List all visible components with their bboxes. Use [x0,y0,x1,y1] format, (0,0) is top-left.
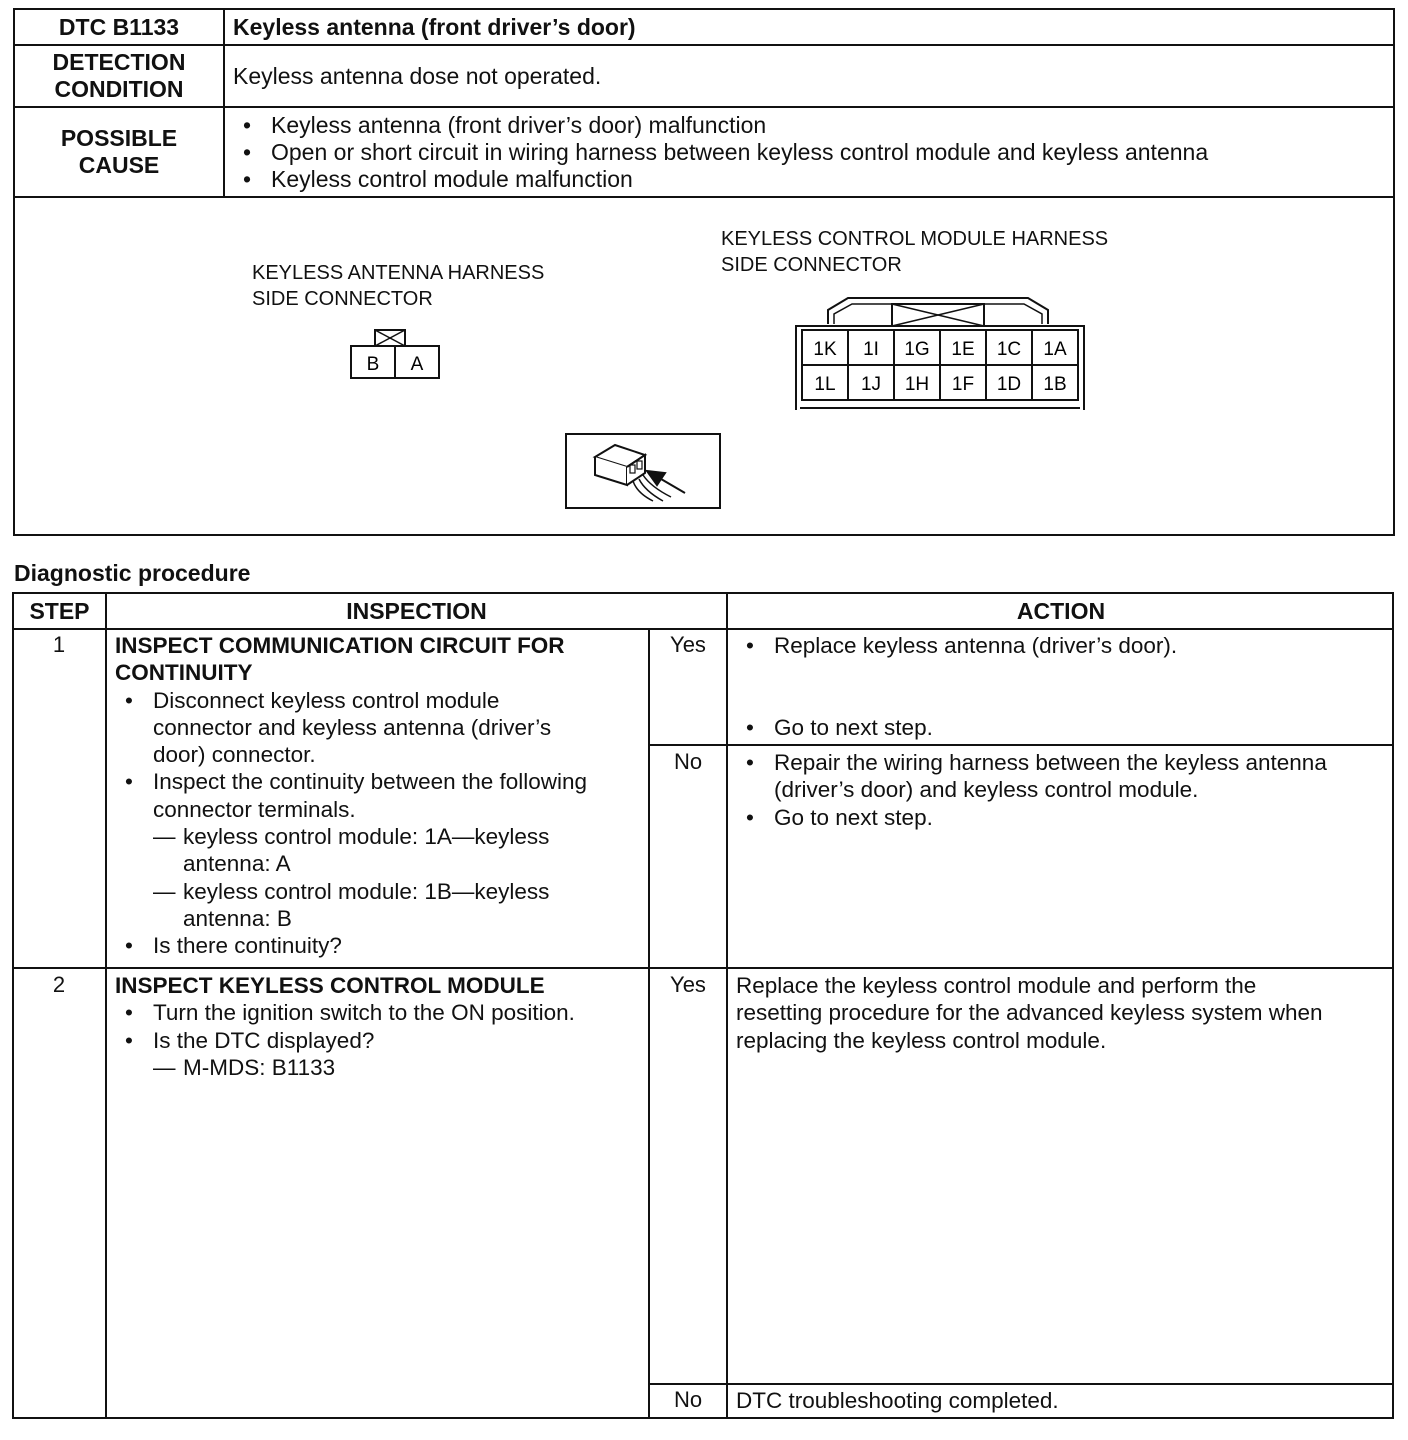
step1-b1-line3: door) connector. [153,742,316,768]
step1-b1-line1: Disconnect keyless control module [153,687,500,713]
yesno-divider [648,629,650,1417]
step-divider [105,594,107,1417]
step1-yes-list-2 [736,714,1386,741]
module-pin-label: 1J [860,374,882,395]
step1-yes-no-divider [648,744,1392,746]
module-pin-label: 1F [951,374,975,395]
module-connector [794,290,1094,420]
dtc-info-table [13,8,1395,536]
module-caption-line2: SIDE CONNECTOR [721,254,902,276]
terminal-1-line2: antenna: A [183,851,291,877]
step1-title-line1: INSPECT COMMUNICATION CIRCUIT FOR [115,633,565,658]
header-step: STEP [29,598,90,624]
step1-inspection [115,632,645,960]
cause-item: • Keyless antenna (front driver’s door) malfunction [233,112,1208,139]
terminal-2-line1: keyless control module: 1B—keyless [183,878,550,904]
cause-row [15,108,1393,198]
module-pin-grid [802,330,1078,400]
module-connector-caption [721,226,1108,278]
step2-yes-action [736,972,1391,1054]
step-number: 2 [52,972,66,997]
step1-b1-line2: connector and keyless antenna (driver’s [153,714,552,740]
action-item: • Replace keyless antenna (driver’s door). [736,632,1386,659]
step1-b2-line2: connector terminals. [153,796,356,822]
action-item: • Go to next step. [736,714,1386,741]
module-pin-label: 1B [1043,374,1067,395]
antenna-connector-caption [252,260,544,312]
dtc-label: DTC B1133 [15,10,225,44]
detection-row [15,46,1393,108]
module-pin-label: 1A [1043,339,1067,360]
antenna-pin-label: A [410,354,424,375]
step1-yes: Yes [670,632,706,657]
terminal-2-line2: antenna: B [183,905,292,931]
step2-sub-list [153,1054,645,1081]
step1-no-a1-line1: Repair the wiring harness between the keyless antenna [774,750,1327,775]
cause-list [233,112,1208,193]
step1-title [115,632,645,687]
dtc-value: Keyless antenna (front driver’s door) [233,13,636,40]
step2-sub-item: — M-MDS: B1133 [153,1054,645,1081]
step1-bullet: • Is there continuity? [115,932,645,959]
step1-b2-line1: Inspect the continuity between the following [153,769,588,795]
step1-title-line2: CONTINUITY [115,660,253,686]
cause-value [233,108,1383,196]
connector-diagram [15,198,1393,534]
step-number: 1 [52,632,66,657]
step2-inspection [115,972,645,1081]
action-item: • Go to next step. [736,804,1391,831]
module-caption-line1: KEYLESS CONTROL MODULE HARNESS [721,228,1109,250]
step2-bullets [115,999,645,1081]
module-pin-label: 1L [814,374,836,395]
module-pin-label: 1K [813,339,837,360]
step2-yes-line2: resetting procedure for the advanced keyless system when [736,1000,1323,1026]
step2-b2-text: Is the DTC displayed? [153,1027,375,1053]
action-divider [726,594,728,1417]
module-pin-label: 1I [863,339,879,360]
detection-value: Keyless antenna dose not operated. [233,62,602,89]
step1-no-list [736,749,1391,831]
step1-yes-action [736,632,1386,659]
header-action: ACTION [1016,598,1106,624]
detection-label-line1: DETECTION [52,49,186,75]
terminal-1-line1: keyless control module: 1A—keyless [183,824,550,850]
step2-yes-line1: Replace the keyless control module and perform the [736,973,1257,998]
step2-no: No [673,1387,703,1412]
cause-label-line2: CAUSE [78,152,160,178]
antenna-caption-line1: KEYLESS ANTENNA HARNESS [252,262,545,284]
cause-label-line1: POSSIBLE [60,125,178,151]
terminal-list [153,823,645,932]
module-pin-label: 1C [996,339,1022,360]
cause-label [15,108,225,196]
step1-bullet [115,687,645,769]
terminal-item [153,823,645,878]
procedure-title: Diagnostic procedure [14,560,251,586]
module-pin-label: 1G [904,339,930,360]
procedure-table [12,592,1394,1419]
step1-no: No [673,749,703,774]
step2-title: INSPECT KEYLESS CONTROL MODULE [115,973,545,998]
cause-item: • Open or short circuit in wiring harness between keyless control module and keyless antenna [233,139,1208,166]
dtc-row [15,10,1393,46]
module-pin-label: 1D [996,374,1022,395]
detection-label-line2: CONDITION [54,76,184,102]
step1-bullet [115,768,645,932]
antenna-caption-line2: SIDE CONNECTOR [252,288,433,310]
step2-yes-no-divider [648,1383,1392,1385]
antenna-pin-label: B [366,354,380,375]
step2-bullet: • Turn the ignition switch to the ON position. [115,999,645,1026]
step2-no-action: DTC troubleshooting completed. [736,1388,1059,1413]
step1-bullets [115,687,645,960]
cause-item: • Keyless control module malfunction [233,166,1208,193]
action-item [736,749,1391,804]
header-inspection: INSPECTION [346,598,487,624]
step1-no-a1-line2: (driver’s door) and keyless control module. [774,777,1199,803]
step2-yes: Yes [670,972,706,997]
step-row-divider [14,967,1392,969]
detection-label [15,46,225,106]
harness-side-view-box [565,433,721,509]
module-pin-label: 1E [951,339,975,360]
step2-yes-line3: replacing the keyless control module. [736,1027,1107,1053]
step1-yes-action-2 [736,714,1386,741]
terminal-item [153,878,645,933]
harness-side-view-icon [567,435,719,507]
antenna-connector [349,328,445,384]
step2-bullet [115,1027,645,1082]
module-pin-label: 1H [904,374,930,395]
step1-yes-list [736,632,1386,659]
step1-no-action [736,749,1391,831]
